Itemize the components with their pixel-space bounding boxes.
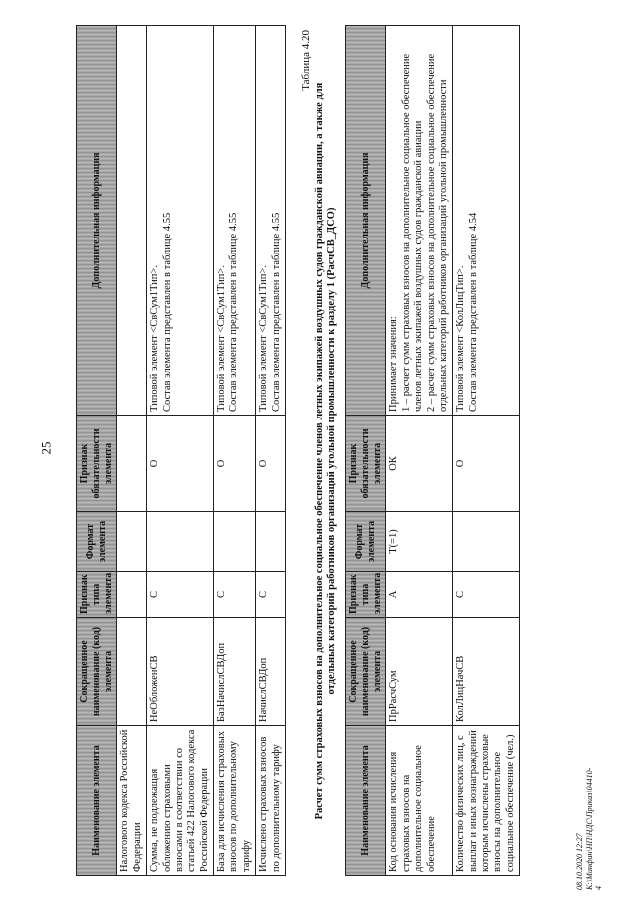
header-cell: Формат элемента: [346, 512, 386, 572]
element-info: [256, 26, 286, 416]
element-name: Код основания исчисления страховых взносов на дополнительное социальное обеспечение: [386, 726, 453, 876]
table-row: [147, 26, 214, 876]
header-cell: Признак обязательности элемента: [346, 416, 386, 512]
element-format: [256, 512, 286, 572]
element-name: База для исчисления страховых взносов по дополнительному тарифу: [214, 726, 256, 876]
table-caption: Расчет сумм страховых взносов на дополнительное социальное обеспечение членов летных экипажей воздушных судов гражданской авиации, а также для отдельных категорий работников организаций угольной промышленности к разделу 1 (РасчСВ_ДСО): [313, 82, 338, 820]
element-type: С: [214, 572, 256, 618]
element-format: [214, 512, 256, 572]
table-row: [386, 26, 453, 876]
element-code: КолЛицНачСВ: [453, 618, 520, 726]
info-line: Состав элемента представлен в таблице 4.54: [467, 212, 479, 412]
header-cell: Признак типа элемента: [346, 572, 386, 618]
footer-path: К:\Минфин\НП\НДС\Приказ\04410-4: [584, 767, 604, 890]
element-format: [453, 512, 520, 572]
element-code: НеОбложенСВ: [147, 618, 214, 726]
header-cell: Наименование элемента: [346, 726, 386, 876]
file-footer: [575, 768, 604, 890]
element-code: БазНачислСВДоп: [214, 618, 256, 726]
element-required: О: [147, 416, 214, 512]
table-header-row: [77, 26, 117, 876]
page-number: 25: [38, 441, 54, 455]
info-line: Принимает значения:: [388, 316, 400, 412]
element-required: [117, 416, 147, 512]
element-type: С: [147, 572, 214, 618]
header-cell: Сокращенное наименование (код) элемента: [346, 618, 386, 726]
info-line: Типовой элемент <СвСум1Тип>.: [258, 265, 270, 412]
element-info: [453, 26, 520, 416]
element-format: Т(=1): [386, 512, 453, 572]
element-name: Налогового кодекса Российской Федерации: [117, 726, 147, 876]
info-line: Состав элемента представлен в таблице 4.55: [161, 212, 173, 412]
element-type: [117, 572, 147, 618]
header-cell: Сокращенное наименование (код) элемента: [77, 618, 117, 726]
element-name: Сумма, не подлежащая обложению страховыми взносами в соответствии со статьей 422 Налогового кодекса Российской Федерации: [147, 726, 214, 876]
table-4-20: [345, 25, 520, 876]
header-cell: Формат элемента: [77, 512, 117, 572]
element-info: [386, 26, 453, 416]
table-header-row: [346, 26, 386, 876]
footer-date: 08.10.2020 12:27: [575, 833, 584, 890]
info-line: 1 – расчет сумм страховых взносов на дополнительное социальное обеспечение членов летных экипажей воздушных судов гражданской авиации: [400, 53, 425, 412]
header-cell: Признак типа элемента: [77, 572, 117, 618]
element-type: С: [453, 572, 520, 618]
info-line: Состав элемента представлен в таблице 4.55: [270, 212, 282, 412]
element-info: [147, 26, 214, 416]
info-line: 2 – расчет сумм страховых взносов на дополнительное социальное обеспечение отдельных категорий работников организаций угольной промышленности: [425, 53, 449, 412]
element-type: А: [386, 572, 453, 618]
element-code: НачислСВДоп: [256, 618, 286, 726]
element-name: Исчислено страховых взносов по дополнительному тарифу: [256, 726, 286, 876]
info-line: Типовой элемент <СвСум1Тип>.: [149, 265, 161, 412]
table-row: [117, 26, 147, 876]
info-line: Типовой элемент <КолЛицТип>.: [455, 265, 467, 412]
element-code: ПрРасчСум: [386, 618, 453, 726]
table-label: Таблица 4.20: [299, 30, 312, 91]
element-code: [117, 618, 147, 726]
element-name: Количество физических лиц, с выплат и иных вознаграждений которым исчислены страховые взносы на дополнительное социальное обеспечение (чел.): [453, 726, 520, 876]
table-row: [256, 26, 286, 876]
element-format: [147, 512, 214, 572]
rotated-content: [72, 26, 592, 876]
header-cell: Дополнительная информация: [346, 26, 386, 416]
info-line: Состав элемента представлен в таблице 4.55: [228, 212, 240, 412]
element-required: О: [256, 416, 286, 512]
info-line: Типовой элемент <СвСум1Тип>.: [216, 265, 228, 412]
header-cell: Дополнительная информация: [77, 26, 117, 416]
table-row: [453, 26, 520, 876]
element-type: С: [256, 572, 286, 618]
element-required: О: [214, 416, 256, 512]
element-info: [214, 26, 256, 416]
header-cell: Наименование элемента: [77, 726, 117, 876]
header-cell: Признак обязательности элемента: [77, 416, 117, 512]
table-row: [214, 26, 256, 876]
element-required: О: [453, 416, 520, 512]
element-format: [117, 512, 147, 572]
element-required: ОК: [386, 416, 453, 512]
continued-table: [76, 25, 286, 876]
element-info: [117, 26, 147, 416]
